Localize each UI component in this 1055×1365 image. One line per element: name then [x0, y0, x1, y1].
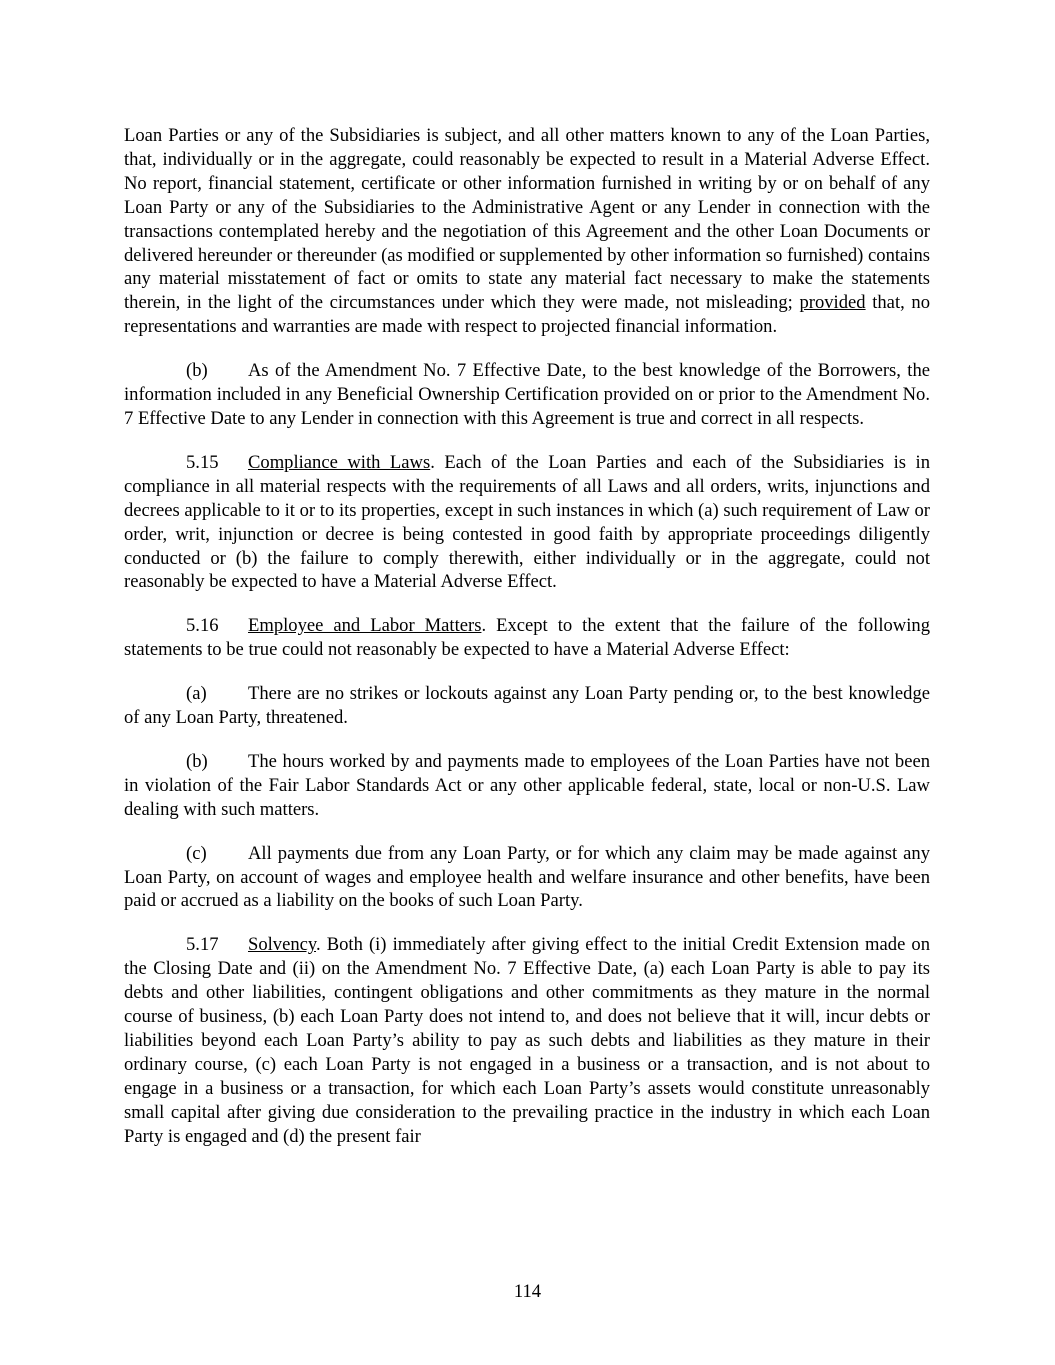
section-number: 5.17 — [186, 934, 219, 956]
page-body — [124, 124, 930, 1169]
clause-text: The hours worked by and payments made to employees of the Loan Parties have not been in violation of the Fair Labor Standards Act or any other applicable federal, state, local or non-U.S. Law dealing with such matters. — [124, 750, 930, 820]
section-text: . Each of the Loan Parties and each of the Subsidiaries is in compliance in all material respects with the requirements of all Laws and all orders, writs, injunctions and decrees applicable to it or to its properties, except in such instances in which (a) such requirement of Law or order, writ, injunction or decree is being contested in good faith by appropriate proceedings diligently conducted or (b) the failure to comply therewith, either individually or in the aggregate, could not reasonably be expected to have a Material Adverse Effect. — [124, 451, 930, 593]
clause-label: (b) — [186, 360, 208, 382]
section-5-17 — [124, 933, 930, 1148]
section-text: . Both (i) immediately after giving effect to the initial Credit Extension made on the Closing Date and (ii) on the Amendment No. 7 Effective Date, (a) each Loan Party is able to pay its debts and other liabilities, contingent obligations and other commitments as they mature in the normal course of business, (b) each Loan Party does not intend to, and does not believe that it will, incur debts or liabilities beyond each Loan Party’s ability to pay as such debts and liabilities as they mature in their ordinary course, (c) each Loan Party is not engaged in a business or a transaction, and is not about to engage in a business or a transaction, for which each Loan Party’s assets would constitute unreasonably small capital after giving due consideration to the prevailing practice in the industry in which each Loan Party is engaged and (d) the present fair — [124, 934, 930, 1147]
clause-label: (a) — [186, 683, 207, 705]
section-heading: Solvency — [248, 934, 316, 956]
clause-text: As of the Amendment No. 7 Effective Date, to the best knowledge of the Borrowers, the information included in any Beneficial Ownership Certification provided on or prior to the Amendment No. 7 Effective Date to any Lender in connection with this Agreement is true and correct in all respects. — [124, 360, 930, 429]
clause-a-strikes — [124, 682, 930, 730]
clause-b-beneficial-ownership — [124, 359, 930, 431]
section-5-15 — [124, 451, 930, 594]
section-5-16 — [124, 614, 930, 662]
clause-text: There are no strikes or lockouts against any Loan Party pending or, to the best knowledge of any Loan Party, threatened. — [124, 683, 930, 729]
section-number: 5.15 — [186, 451, 219, 473]
section-heading: Employee and Labor Matters — [248, 615, 482, 637]
page-number: 114 — [513, 1281, 542, 1302]
clause-c-payments — [124, 842, 930, 914]
paragraph-text: Loan Parties or any of the Subsidiaries is subject, and all other matters known to any of the Loan Parties, that, individually or in the aggregate, could reasonably be expected to result in a Material Adverse Effect. No report, financial statement, certificate or other information furnished in writing by or on behalf of any Loan Party or any of the Subsidiaries to the Administrative Agent or any Lender in connection with the transactions contemplated hereby and the negotiation of this Agreement and the other Loan Documents or delivered hereunder or thereunder (as modified or supplemented by other information so furnished) contains any material misstatement of fact or omits to state any material fact necessary to make the statements therein, in the light of the circumstances under which they were made, not misleading; — [124, 125, 930, 314]
clause-text: All payments due from any Loan Party, or for which any claim may be made against any Loan Party, on account of wages and employee health and welfare insurance and other benefits, have been paid or accrued as a liability on the books of such Loan Party. — [124, 842, 930, 912]
section-number: 5.16 — [186, 615, 219, 637]
paragraph-continued — [124, 124, 930, 339]
paragraph-text: that, no representations and warranties are made with respect to projected financial information. — [124, 292, 930, 338]
clause-label: (c) — [186, 842, 207, 864]
clause-b-hours-worked — [124, 750, 930, 822]
provided-term: provided — [799, 292, 866, 314]
section-heading: Compliance with Laws — [248, 451, 431, 473]
section-text: . Except to the extent that the failure of the following statements to be true could not reasonably be expected to have a Material Adverse Effect: — [124, 615, 930, 661]
clause-label: (b) — [186, 750, 208, 772]
